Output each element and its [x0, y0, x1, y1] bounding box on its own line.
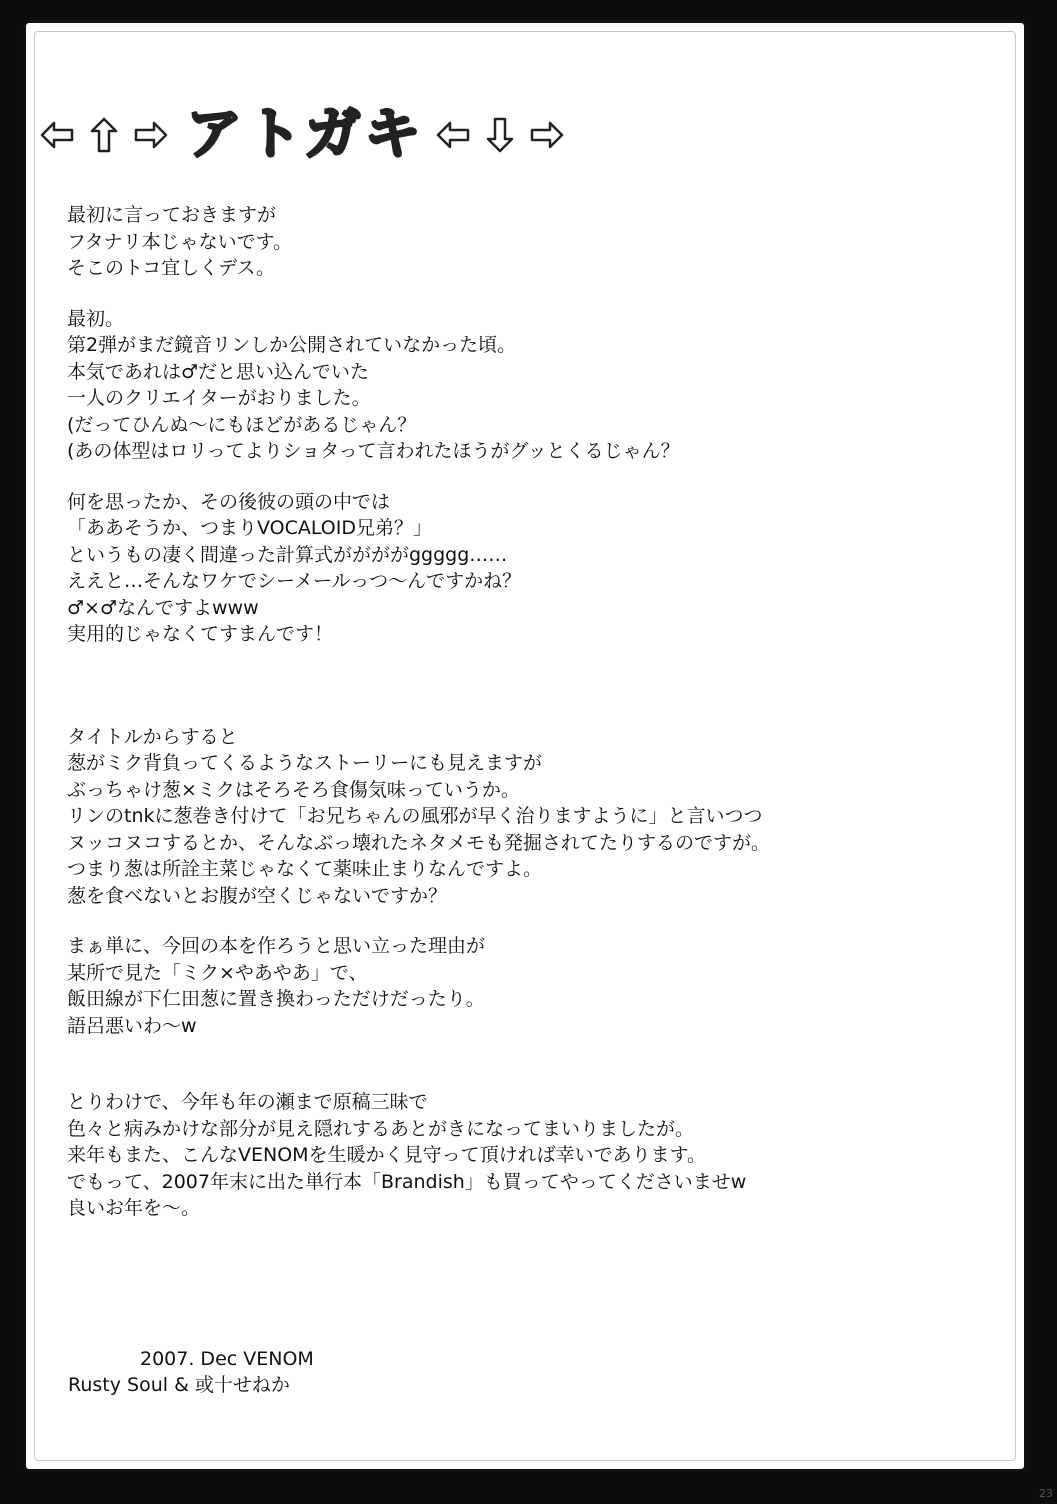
text-line: 来年もまた、こんなVENOMを生暖かく見守って頂ければ幸いであります。 — [67, 1144, 707, 1166]
signature-date-circle: 2007. Dec VENOM — [140, 1348, 314, 1370]
text-line: というもの凄く間違った計算式ががががggggg…… — [67, 543, 508, 566]
afterword-title — [38, 90, 572, 180]
text-line: 語呂悪いわ～w — [67, 1014, 197, 1037]
title-text: アトガキ — [186, 102, 425, 167]
afterword-body — [67, 202, 967, 1222]
left-arrow-icon — [434, 115, 474, 155]
text-line: 葱がミク背負ってくるようなストーリーにも見えますが — [67, 752, 543, 774]
paragraph — [67, 202, 967, 282]
signature-authors: Rusty Soul & 或十せねか — [68, 1374, 290, 1396]
up-arrow-icon — [84, 115, 124, 155]
text-line: でもって、2007年末に出た単行本「Brandish」も買ってやってくださいませw — [67, 1170, 747, 1193]
text-line: 一人のクリエイターがおりました。 — [67, 387, 371, 409]
left-arrow-icon — [38, 115, 78, 155]
text-line: 「ああそうか、つまりVOCALOID兄弟？」 — [67, 517, 432, 539]
text-line: タイトルからすると — [67, 725, 238, 748]
text-line: 何を思ったか、その後彼の頭の中では — [67, 490, 391, 513]
text-line: 実用的じゃなくてすまんです！ — [67, 623, 334, 645]
right-arrow-icon — [526, 115, 566, 155]
paragraph — [67, 1089, 967, 1222]
text-line: 最初。 — [67, 307, 125, 330]
paragraph — [67, 489, 967, 648]
text-line: 最初に言っておきますが — [67, 204, 277, 226]
page-number: 23 — [1039, 1487, 1053, 1500]
text-line: 良いお年を～。 — [67, 1197, 201, 1219]
paragraph — [67, 933, 967, 1039]
paragraph — [67, 306, 967, 465]
text-line: そこのトコ宜しくデス。 — [67, 257, 276, 279]
text-line: 某所で見た「ミク×やあやあ」で、 — [67, 961, 368, 984]
paragraph — [67, 724, 967, 910]
text-line: ぶっちゃけ葱×ミクはそろそろ食傷気味っていうか。 — [67, 778, 520, 801]
signature — [68, 1346, 314, 1398]
down-arrow-icon — [480, 115, 520, 155]
text-line: リンのtnkに葱巻き付けて「お兄ちゃんの風邪が早く治りますように」と言いつつ — [67, 805, 763, 827]
text-line: フタナリ本じゃないです。 — [67, 230, 293, 253]
text-line: 葱を食べないとお腹が空くじゃないですか？ — [67, 884, 448, 907]
text-line: 色々と病みかけな部分が見え隠れするあとがきになってまいりましたが。 — [67, 1117, 695, 1140]
text-line: とりわけで、今年も年の瀬まで原稿三昧で — [67, 1091, 428, 1113]
text-line: ♂×♂なんですよwww — [67, 596, 259, 619]
text-line: 第2弾がまだ鏡音リンしか公開されていなかった頃。 — [67, 334, 517, 356]
text-line: ヌッコヌコするとか、そんなぶっ壊れたネタメモも発掘されてたりするのですが。 — [67, 831, 771, 854]
right-arrow-icon — [130, 115, 170, 155]
text-line: (だってひんぬ～にもほどがあるじゃん？ — [67, 413, 417, 436]
text-line: まぁ単に、今回の本を作ろうと思い立った理由が — [67, 935, 486, 957]
text-line: 本気であれは♂だと思い込んでいた — [67, 360, 370, 383]
text-line: つまり葱は所詮主菜じゃなくて薬味止まりなんですよ。 — [67, 858, 543, 880]
text-line: ええと…そんなワケでシーメールっつ～んですかね？ — [67, 570, 522, 592]
text-line: (あの体型はロリってよりショタって言われたほうがグッとくるじゃん？ — [67, 440, 680, 462]
text-line: 飯田線が下仁田葱に置き換わっただけだったり。 — [67, 988, 485, 1010]
